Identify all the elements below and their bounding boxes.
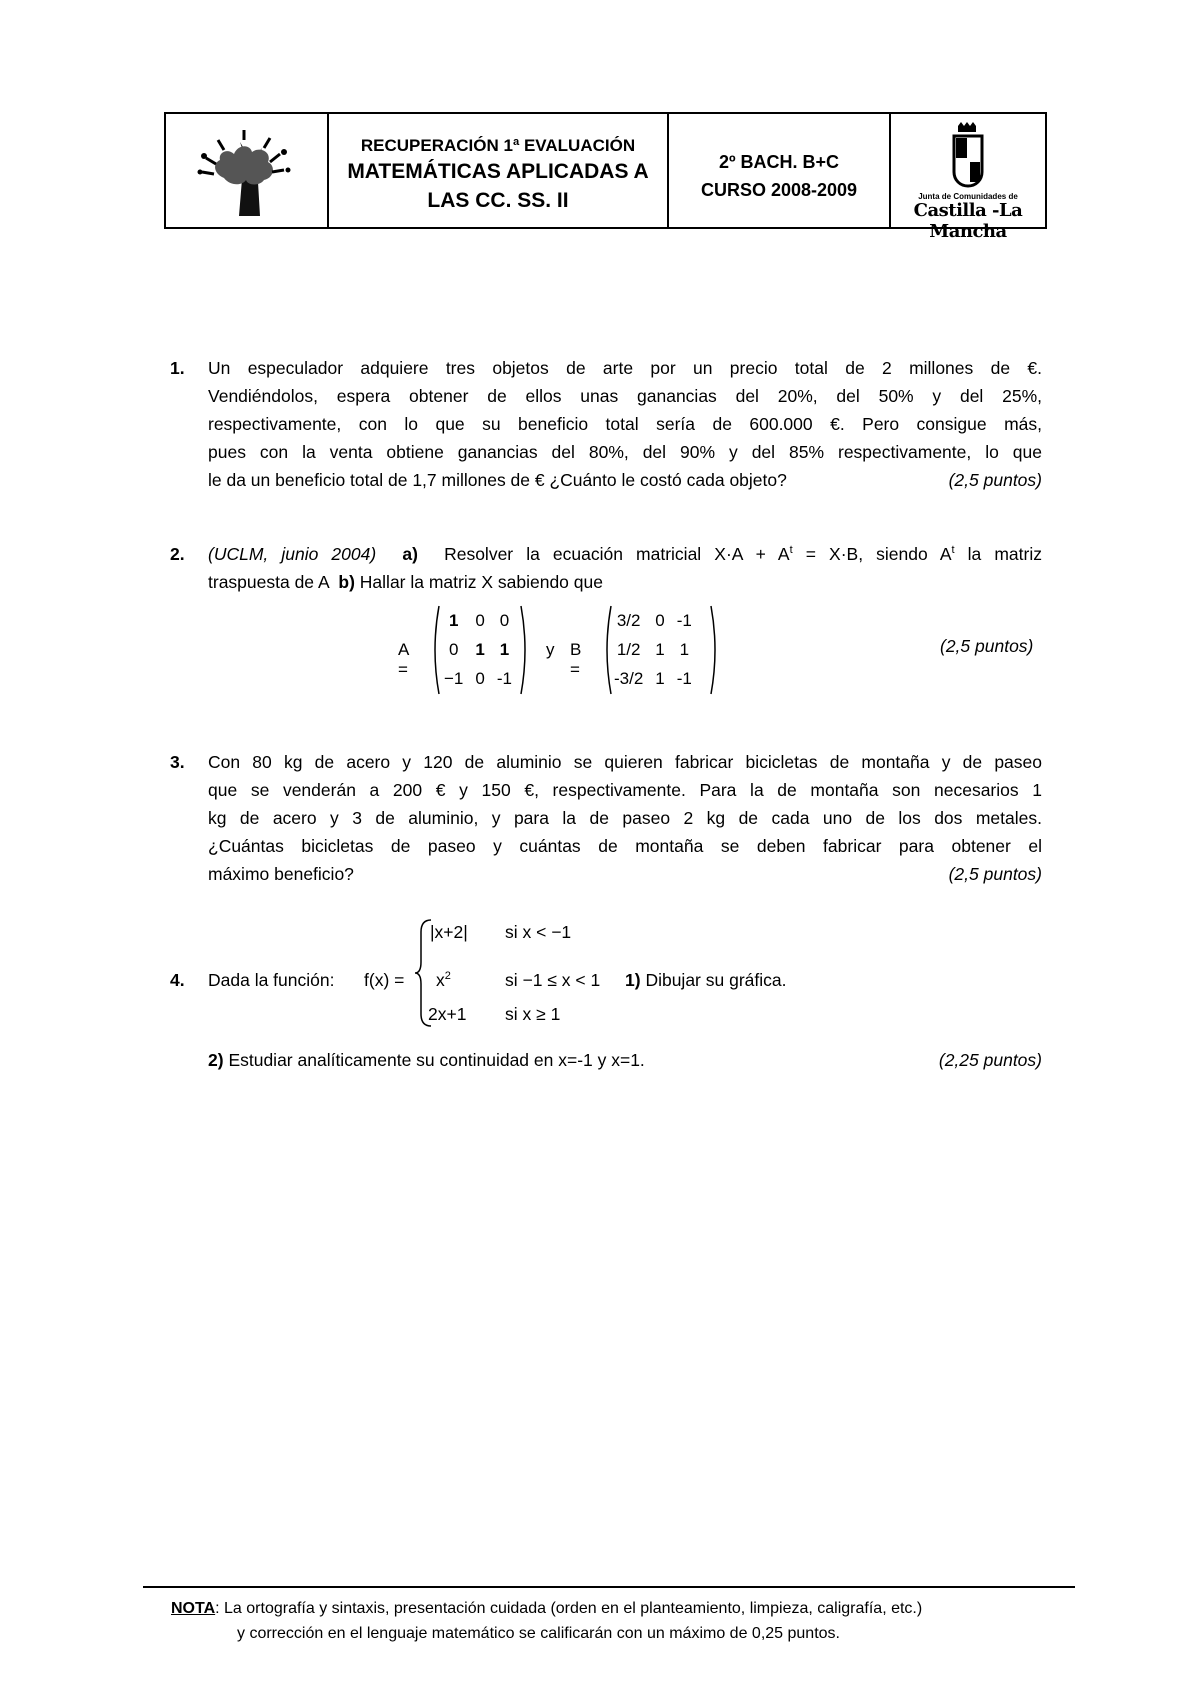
question-3 [170, 748, 1042, 888]
case1-expression: |x+2| [430, 922, 468, 942]
function-name: f(x) = [364, 970, 405, 990]
matrix-cell: −1 [444, 668, 464, 688]
q1-line: pues con la venta obtiene ganancias del 80%, del 90% y del 85% respectivamente, lo que [208, 442, 1042, 462]
group-label: 2º BACH. B+C [718, 152, 840, 172]
exam-header [164, 112, 1047, 242]
matrix-b-label: B = [570, 640, 582, 679]
note-label: NOTA [171, 1600, 216, 1617]
q4-part1 [625, 970, 786, 991]
q2-source: (UCLM, junio 2004) [208, 544, 377, 564]
case3-condition: si x ≥ 1 [505, 1004, 561, 1024]
question-points: (2,25 puntos) [938, 1050, 1042, 1070]
footer-divider [143, 1586, 1075, 1588]
q4-part2-text: Estudiar analíticamente su continuidad en x=-1 y x=1. [228, 1050, 645, 1070]
matrix-cell: 1/2 [616, 639, 641, 659]
question-points: (2,5 puntos) [948, 864, 1042, 884]
q2-part-a-text: = X·B, siendo A [792, 544, 952, 564]
q2-part-a-text: la matriz [954, 544, 1042, 564]
note-line1: : La ortografía y sintaxis, presentación cuidada (orden en el planteamiento, limpieza, caligrafía, etc.) [215, 1600, 923, 1617]
matrix-cell: 1 [655, 668, 665, 688]
exam-title-cell [329, 114, 669, 227]
case2-exponent: 2 [444, 970, 451, 983]
course-cell [669, 114, 891, 227]
q1-line: Vendiéndolos, espera obtener de ellos unas ganancias del 20%, del 50% y del 25%, [208, 386, 1042, 406]
q4-part1-text: Dibujar su gráfica. [645, 970, 787, 990]
matrix-cell: 0 [475, 610, 485, 630]
q3-line: máximo beneficio? [208, 864, 354, 884]
q2-part-a-text: Resolver la ecuación matricial X·A + A [444, 544, 790, 564]
q1-line: Un especulador adquiere tres objetos de arte por un precio total de 2 millones de €. [208, 358, 1042, 378]
question-number: 4. [170, 970, 185, 990]
q1-line: respectivamente, con lo que su beneficio total sería de 600.000 €. Pero consigue más, [208, 414, 1042, 434]
exam-title-line2: LAS CC. SS. II [427, 189, 569, 212]
case2-condition: si −1 ≤ x < 1 [505, 970, 601, 990]
exam-subtitle: RECUPERACIÓN 1ª EVALUACIÓN [360, 136, 636, 155]
exam-title-line1: MATEMÁTICAS APLICADAS A [347, 160, 649, 183]
question-2 [170, 540, 1042, 596]
q4-part1-label: 1) [625, 970, 641, 990]
q3-line: que se venderán a 200 € y 150 €, respectivamente. Para la de montaña son necesarios 1 [208, 780, 1042, 800]
jccm-logo-cell [891, 114, 1045, 242]
matrix-cell: 0 [448, 639, 459, 659]
matrix-cell: 1 [475, 639, 485, 659]
q2-part-a-label: a) [402, 544, 418, 564]
matrix-cell: 1 [499, 639, 510, 659]
school-tree-logo-icon [184, 124, 312, 220]
matrix-cell: 1 [679, 639, 690, 659]
transpose-superscript: t [951, 544, 955, 557]
q2-part-b-label: b) [338, 572, 355, 592]
matrix-cell: 3/2 [616, 610, 641, 630]
matrix-b [602, 604, 720, 696]
jccm-name-big: Castilla -La Mancha [913, 200, 1023, 242]
q4-intro: Dada la función: [208, 970, 335, 990]
matrix-cell: 0 [475, 668, 485, 688]
matrix-cell: -1 [496, 668, 512, 688]
q2-part-a-text: traspuesta de A [208, 572, 329, 592]
question-number: 2. [170, 544, 185, 564]
jccm-name-small: Junta de Comunidades de [918, 192, 1018, 201]
q3-line: ¿Cuántas bicicletas de paseo y cuántas de montaña se deben fabricar para obtener el [208, 836, 1042, 856]
matrix-conjunction: y [546, 640, 555, 659]
matrix-cell: 1 [655, 639, 665, 659]
right-paren-icon [710, 604, 720, 696]
case3-expression: 2x+1 [428, 1004, 467, 1024]
question-points: (2,5 puntos) [948, 470, 1042, 490]
question-number: 1. [170, 358, 185, 378]
q2-part-b-text: Hallar la matriz X sabiendo que [359, 572, 603, 592]
matrix-cell: 1 [448, 610, 459, 630]
matrix-cell: 0 [499, 610, 510, 630]
footer-note [171, 1596, 1051, 1646]
question-number: 3. [170, 752, 185, 772]
matrix-a-label: A = [398, 640, 409, 679]
transpose-superscript: t [789, 544, 793, 557]
q3-line: Con 80 kg de acero y 120 de aluminio se quieren fabricar bicicletas de montaña y de paseo [208, 752, 1042, 772]
right-paren-icon [520, 604, 530, 696]
matrix-a [430, 604, 530, 696]
matrix-cell: -3/2 [614, 668, 644, 688]
q1-line: le da un beneficio total de 1,7 millones de € ¿Cuánto le costó cada objeto? [208, 470, 787, 490]
question-4-part2 [170, 1046, 1042, 1074]
q4-part2-label: 2) [208, 1050, 224, 1070]
question-4 [170, 918, 1042, 1028]
matrix-cell: -1 [676, 610, 692, 630]
note-line2: y corrección en el lenguaje matemático se calificarán con un máximo de 0,25 puntos. [237, 1625, 840, 1642]
course-year: CURSO 2008-2009 [700, 180, 858, 200]
q3-line: kg de acero y 3 de aluminio, y para la de paseo 2 kg de cada uno de los dos metales. [208, 808, 1042, 828]
question-1 [170, 354, 1042, 494]
case2-base: x [436, 970, 445, 990]
matrix-cell: 0 [655, 610, 665, 630]
case1-condition: si x < −1 [505, 922, 572, 942]
matrix-cell: -1 [676, 668, 692, 688]
school-logo-cell [166, 114, 329, 227]
question-points: (2,5 puntos) [940, 636, 1034, 656]
case2-expression [436, 970, 451, 991]
